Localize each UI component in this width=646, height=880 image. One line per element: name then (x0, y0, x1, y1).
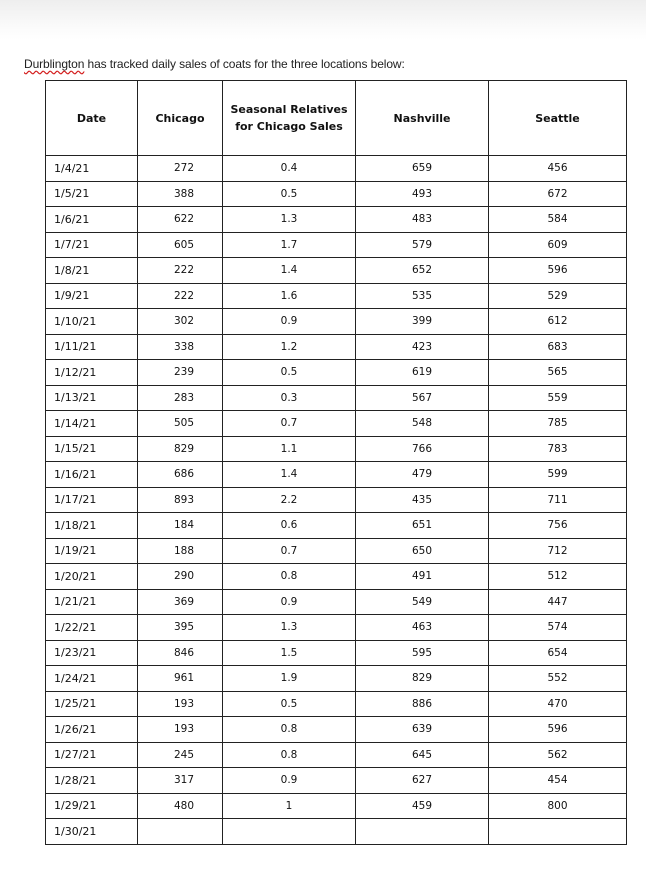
seattle-cell: 559 (489, 385, 627, 411)
nashville-cell: 619 (356, 360, 489, 386)
nashville-cell: 483 (356, 207, 489, 233)
seasonal-cell: 1.3 (223, 615, 356, 641)
sales-table (45, 80, 627, 845)
chicago-cell (138, 819, 223, 845)
seasonal-cell: 0.9 (223, 589, 356, 615)
nashville-cell: 459 (356, 793, 489, 819)
date-cell: 1/4/21 (46, 156, 138, 182)
date-cell: 1/7/21 (46, 232, 138, 258)
seasonal-cell: 1.5 (223, 640, 356, 666)
date-cell: 1/11/21 (46, 334, 138, 360)
chicago-cell: 829 (138, 436, 223, 462)
chicago-cell: 272 (138, 156, 223, 182)
nashville-cell: 650 (356, 538, 489, 564)
seasonal-cell: 1.7 (223, 232, 356, 258)
date-cell: 1/12/21 (46, 360, 138, 386)
seattle-cell: 512 (489, 564, 627, 590)
chicago-cell: 961 (138, 666, 223, 692)
seasonal-cell: 0.5 (223, 691, 356, 717)
seasonal-cell: 1.9 (223, 666, 356, 692)
chicago-cell: 222 (138, 258, 223, 284)
seattle-cell: 654 (489, 640, 627, 666)
table-row (46, 334, 627, 360)
table-row (46, 156, 627, 182)
nashville-cell: 886 (356, 691, 489, 717)
seattle-cell: 596 (489, 717, 627, 743)
table-row (46, 819, 627, 845)
seasonal-cell: 0.9 (223, 309, 356, 335)
nashville-cell: 549 (356, 589, 489, 615)
seattle-cell: 552 (489, 666, 627, 692)
seasonal-cell: 0.8 (223, 717, 356, 743)
seattle-cell: 470 (489, 691, 627, 717)
date-cell: 1/25/21 (46, 691, 138, 717)
nashville-cell: 645 (356, 742, 489, 768)
chicago-cell: 184 (138, 513, 223, 539)
seattle-cell: 565 (489, 360, 627, 386)
chicago-cell: 283 (138, 385, 223, 411)
header-seattle: Seattle (489, 81, 627, 156)
table-row (46, 411, 627, 437)
date-cell: 1/21/21 (46, 589, 138, 615)
chicago-cell: 290 (138, 564, 223, 590)
date-cell: 1/16/21 (46, 462, 138, 488)
nashville-cell: 493 (356, 181, 489, 207)
seasonal-cell: 1.6 (223, 283, 356, 309)
table-row (46, 487, 627, 513)
nashville-cell: 659 (356, 156, 489, 182)
nashville-cell: 579 (356, 232, 489, 258)
seasonal-cell: 2.2 (223, 487, 356, 513)
nashville-cell: 423 (356, 334, 489, 360)
seasonal-cell: 0.5 (223, 360, 356, 386)
seattle-cell: 712 (489, 538, 627, 564)
chicago-cell: 395 (138, 615, 223, 641)
seasonal-cell: 1.4 (223, 462, 356, 488)
seattle-cell: 596 (489, 258, 627, 284)
date-cell: 1/6/21 (46, 207, 138, 233)
seattle-cell: 454 (489, 768, 627, 794)
date-cell: 1/14/21 (46, 411, 138, 437)
seasonal-cell: 0.5 (223, 181, 356, 207)
date-cell: 1/19/21 (46, 538, 138, 564)
table-row (46, 793, 627, 819)
chicago-cell: 193 (138, 691, 223, 717)
chicago-cell: 480 (138, 793, 223, 819)
chicago-cell: 317 (138, 768, 223, 794)
table-row (46, 538, 627, 564)
header-date: Date (46, 81, 138, 156)
chicago-cell: 388 (138, 181, 223, 207)
chicago-cell: 846 (138, 640, 223, 666)
seattle-cell: 456 (489, 156, 627, 182)
nashville-cell: 652 (356, 258, 489, 284)
date-cell: 1/15/21 (46, 436, 138, 462)
nashville-cell: 595 (356, 640, 489, 666)
intro-rest: has tracked daily sales of coats for the three locations below: (84, 57, 405, 71)
table-row (46, 462, 627, 488)
date-cell: 1/22/21 (46, 615, 138, 641)
date-cell: 1/17/21 (46, 487, 138, 513)
date-cell: 1/28/21 (46, 768, 138, 794)
table-row (46, 181, 627, 207)
table-row (46, 207, 627, 233)
seasonal-cell: 1 (223, 793, 356, 819)
table-row (46, 258, 627, 284)
chicago-cell: 302 (138, 309, 223, 335)
nashville-cell: 463 (356, 615, 489, 641)
table-row (46, 564, 627, 590)
date-cell: 1/18/21 (46, 513, 138, 539)
seasonal-cell: 0.9 (223, 768, 356, 794)
seasonal-cell: 1.4 (223, 258, 356, 284)
seattle-cell (489, 819, 627, 845)
seattle-cell: 599 (489, 462, 627, 488)
header-row (46, 81, 627, 156)
date-cell: 1/5/21 (46, 181, 138, 207)
nashville-cell: 651 (356, 513, 489, 539)
seasonal-cell: 1.2 (223, 334, 356, 360)
nashville-cell (356, 819, 489, 845)
nashville-cell: 639 (356, 717, 489, 743)
table-row (46, 232, 627, 258)
date-cell: 1/30/21 (46, 819, 138, 845)
table-row (46, 640, 627, 666)
table-row (46, 742, 627, 768)
seattle-cell: 683 (489, 334, 627, 360)
date-cell: 1/13/21 (46, 385, 138, 411)
seattle-cell: 574 (489, 615, 627, 641)
nashville-cell: 435 (356, 487, 489, 513)
company-name: Durblington (24, 57, 85, 71)
table-row (46, 385, 627, 411)
table-row (46, 717, 627, 743)
nashville-cell: 479 (356, 462, 489, 488)
chicago-cell: 239 (138, 360, 223, 386)
seattle-cell: 612 (489, 309, 627, 335)
seattle-cell: 584 (489, 207, 627, 233)
nashville-cell: 766 (356, 436, 489, 462)
seasonal-cell: 0.4 (223, 156, 356, 182)
table-row (46, 615, 627, 641)
table-row (46, 283, 627, 309)
table-row (46, 666, 627, 692)
nashville-cell: 627 (356, 768, 489, 794)
seattle-cell: 447 (489, 589, 627, 615)
chicago-cell: 193 (138, 717, 223, 743)
seasonal-cell (223, 819, 356, 845)
seattle-cell: 562 (489, 742, 627, 768)
seasonal-cell: 0.7 (223, 411, 356, 437)
seattle-cell: 785 (489, 411, 627, 437)
seasonal-cell: 0.6 (223, 513, 356, 539)
date-cell: 1/8/21 (46, 258, 138, 284)
header-chicago: Chicago (138, 81, 223, 156)
chicago-cell: 622 (138, 207, 223, 233)
seattle-cell: 756 (489, 513, 627, 539)
seattle-cell: 529 (489, 283, 627, 309)
seasonal-cell: 0.8 (223, 742, 356, 768)
chicago-cell: 369 (138, 589, 223, 615)
seattle-cell: 609 (489, 232, 627, 258)
date-cell: 1/29/21 (46, 793, 138, 819)
table-row (46, 360, 627, 386)
seattle-cell: 783 (489, 436, 627, 462)
seasonal-cell: 1.3 (223, 207, 356, 233)
header-nashville: Nashville (356, 81, 489, 156)
nashville-cell: 399 (356, 309, 489, 335)
chicago-cell: 245 (138, 742, 223, 768)
seasonal-cell: 0.8 (223, 564, 356, 590)
date-cell: 1/26/21 (46, 717, 138, 743)
seattle-cell: 800 (489, 793, 627, 819)
chicago-cell: 222 (138, 283, 223, 309)
seattle-cell: 711 (489, 487, 627, 513)
table-row (46, 691, 627, 717)
date-cell: 1/24/21 (46, 666, 138, 692)
date-cell: 1/20/21 (46, 564, 138, 590)
intro-text (24, 57, 405, 71)
top-fade-band (0, 0, 646, 40)
table-row (46, 513, 627, 539)
seasonal-cell: 1.1 (223, 436, 356, 462)
seasonal-cell: 0.7 (223, 538, 356, 564)
chicago-cell: 338 (138, 334, 223, 360)
seattle-cell: 672 (489, 181, 627, 207)
nashville-cell: 535 (356, 283, 489, 309)
table-row (46, 309, 627, 335)
table-row (46, 436, 627, 462)
chicago-cell: 686 (138, 462, 223, 488)
table-row (46, 589, 627, 615)
date-cell: 1/10/21 (46, 309, 138, 335)
date-cell: 1/27/21 (46, 742, 138, 768)
seasonal-cell: 0.3 (223, 385, 356, 411)
chicago-cell: 893 (138, 487, 223, 513)
date-cell: 1/9/21 (46, 283, 138, 309)
chicago-cell: 188 (138, 538, 223, 564)
chicago-cell: 505 (138, 411, 223, 437)
header-seasonal-relatives: Seasonal Relatives for Chicago Sales (223, 81, 356, 156)
nashville-cell: 567 (356, 385, 489, 411)
date-cell: 1/23/21 (46, 640, 138, 666)
nashville-cell: 548 (356, 411, 489, 437)
table-row (46, 768, 627, 794)
nashville-cell: 829 (356, 666, 489, 692)
nashville-cell: 491 (356, 564, 489, 590)
chicago-cell: 605 (138, 232, 223, 258)
